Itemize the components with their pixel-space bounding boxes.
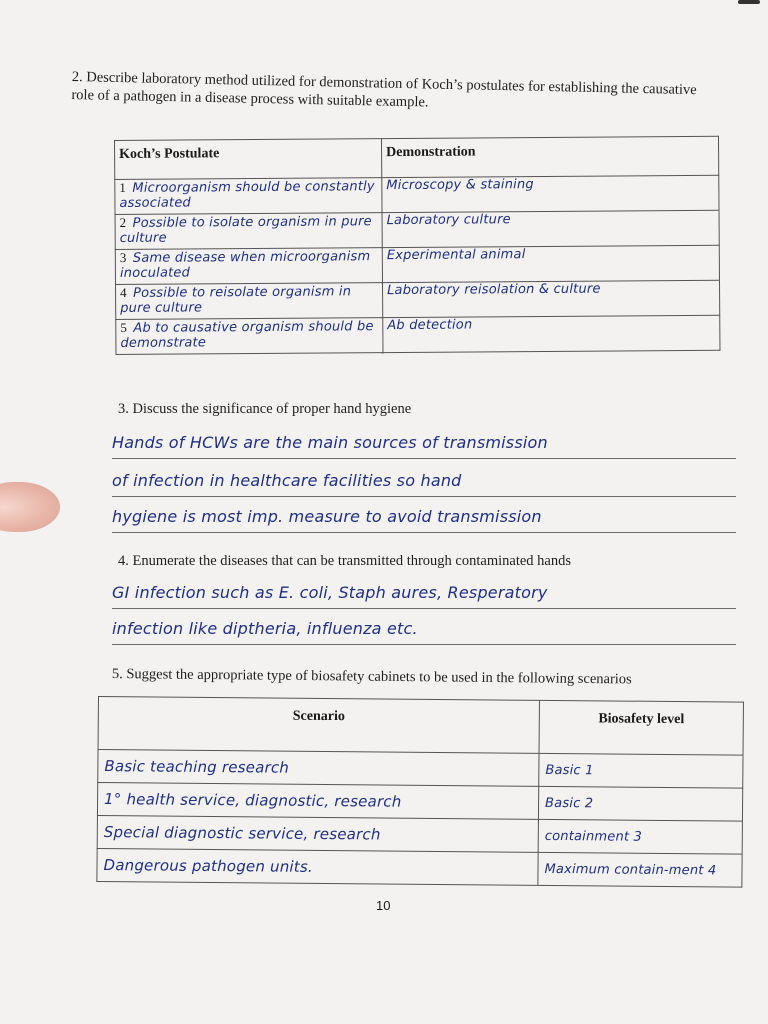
header-koch-postulate: Koch’s Postulate: [115, 139, 382, 180]
postulate-text: Possible to isolate organism in pure culture: [119, 214, 372, 246]
level-text: containment 3: [538, 819, 742, 854]
scenario-text: Basic teaching research: [98, 750, 539, 787]
page-number: 10: [376, 898, 391, 913]
header-demonstration: Demonstration: [381, 136, 718, 177]
answer-line: of infection in healthcare facilities so hand: [112, 466, 736, 497]
answer-line: infection like diptheria, influenza etc.: [112, 614, 736, 645]
level-text: Basic 1: [539, 753, 743, 788]
scenario-text: 1° health service, diagnostic, research: [97, 783, 538, 820]
table-row: [116, 280, 720, 319]
table-row: [115, 175, 719, 214]
header-scenario: Scenario: [98, 697, 539, 754]
postulate-text: Microorganism should be constantly associated: [119, 179, 375, 211]
table-row: [97, 815, 742, 854]
table-row: [97, 848, 742, 887]
answer-line: GI infection such as E. coli, Staph aures, Resperatory: [112, 578, 736, 609]
answer-line: hygiene is most imp. measure to avoid transmission: [112, 502, 736, 533]
postulate-text: Ab to causative organism should be demonstrate: [120, 319, 374, 351]
demonstration-text: Laboratory culture: [382, 210, 719, 247]
level-text: Basic 2: [538, 786, 742, 821]
row-number: 4: [120, 284, 127, 300]
row-number: 5: [120, 319, 128, 335]
scenario-text: Special diagnostic service, research: [97, 815, 538, 852]
level-text: Maximum contain-ment 4: [538, 852, 742, 887]
answer-line: Hands of HCWs are the main sources of transmission: [112, 428, 736, 459]
table-row: [116, 315, 720, 354]
postulate-text: Same disease when microorganism inoculated: [119, 249, 371, 281]
demonstration-text: Ab detection: [383, 315, 720, 352]
question-2-title: 2. Describe laboratory method utilized for demonstration of Koch’s postulates for establishing the causative role of a pathogen in a disease process with suitable example.: [71, 68, 697, 111]
header-biosafety-level: Biosafety level: [539, 700, 743, 755]
demonstration-text: Microscopy & staining: [382, 175, 719, 212]
biosafety-table: [96, 696, 744, 888]
scenario-text: Dangerous pathogen units.: [97, 848, 538, 885]
table-row: [98, 750, 743, 789]
row-number: 1: [119, 179, 127, 195]
demonstration-text: Experimental animal: [382, 245, 719, 282]
table-row: [115, 210, 719, 249]
corner-mark: [738, 0, 760, 4]
demonstration-text: Laboratory reisolation & culture: [383, 280, 720, 317]
koch-postulates-table: [114, 136, 720, 355]
table-row: [97, 783, 742, 822]
question-3-title: 3. Discuss the significance of proper hand hygiene: [118, 401, 412, 417]
question-5-title: 5. Suggest the appropriate type of biosafety cabinets to be used in the following scenarios: [111, 665, 632, 688]
question-4-title: 4. Enumerate the diseases that can be transmitted through contaminated hands: [118, 553, 571, 569]
row-number: 3: [119, 249, 127, 265]
table-row: [115, 245, 719, 284]
finger-in-photo: [0, 482, 60, 532]
postulate-text: Possible to reisolate organism in pure culture: [120, 284, 352, 316]
row-number: 2: [119, 214, 127, 230]
